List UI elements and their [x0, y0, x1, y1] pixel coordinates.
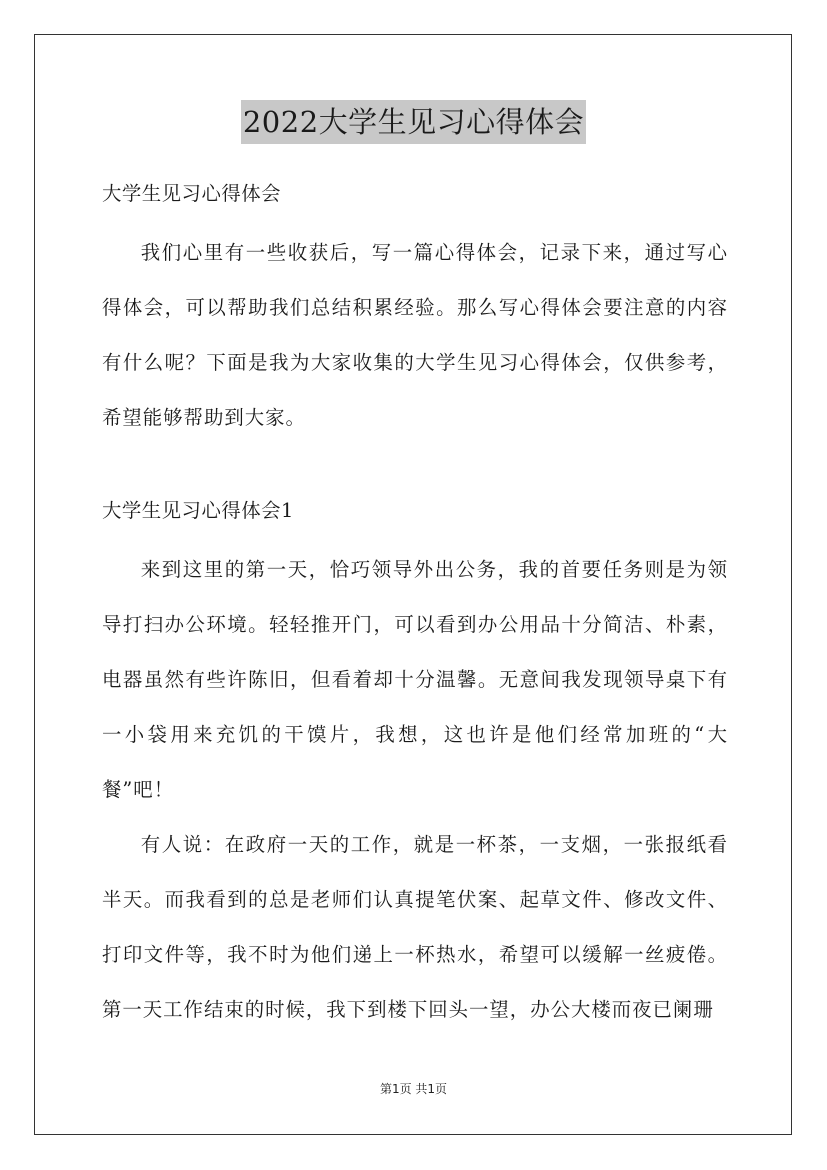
title-container [0, 100, 827, 144]
spacer [102, 445, 728, 489]
document-title: 2022大学生见习心得体会 [241, 100, 586, 144]
section-paragraph: 来到这里的第一天，恰巧领导外出公务，我的首要任务则是为领导打扫办公环境。轻轻推开门，可以看到办公用品十分简洁、朴素，电器虽然有些许陈旧，但看着却十分温馨。无意间我发现领导桌下有一小袋用来充饥的干馍片，我想，这也许是他们经常加班的“大餐”吧！ [102, 558, 728, 801]
page-footer: 第1页 共1页 [379, 1082, 448, 1096]
section-paragraph: 有人说：在政府一天的工作，就是一杯茶，一支烟，一张报纸看半天。而我看到的总是老师们认真提笔伏案、起草文件、修改文件、打印文件等，我不时为他们递上一杯热水，希望可以缓解一丝疲倦。第一天工作结束的时候，我下到楼下回头一望，办公大楼而夜已阑珊 [102, 833, 728, 1021]
spacer [102, 533, 728, 542]
spacer [102, 216, 728, 225]
document-body [102, 172, 728, 1037]
intro-paragraph: 我们心里有一些收获后，写一篇心得体会，记录下来，通过写心得体会，可以帮助我们总结积累经验。那么写心得体会要注意的内容有什么呢？下面是我为大家收集的大学生见习心得体会，仅供参考，希望能够帮助到大家。 [102, 241, 728, 429]
intro-heading: 大学生见习心得体会 [102, 182, 282, 205]
section-heading: 大学生见习心得体会1 [102, 499, 294, 522]
